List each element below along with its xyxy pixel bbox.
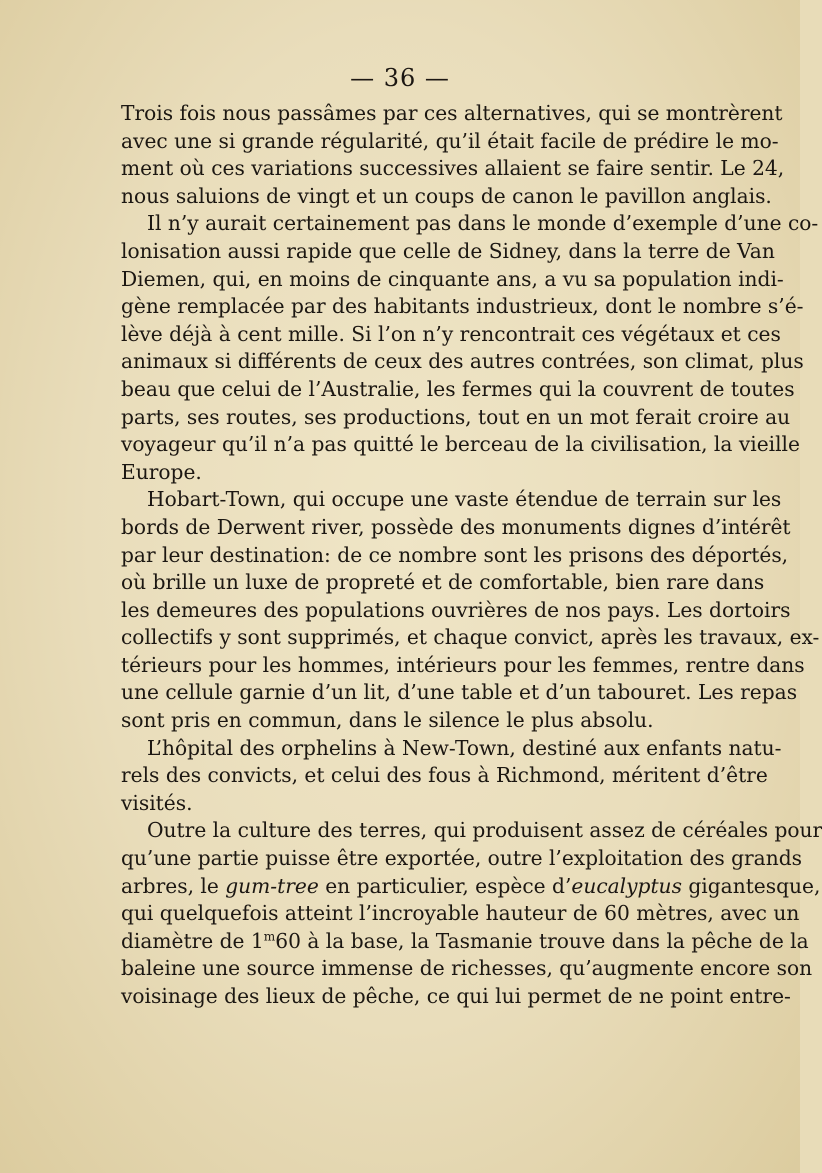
text-line: Diemen, qui, en moins de cinquante ans, a vu sa population indi-	[121, 266, 784, 291]
text-line: Outre la culture des terres, qui produisent assez de céréales pour	[147, 818, 822, 843]
text-line: Hobart-Town, qui occupe une vaste étendue de terrain sur les	[147, 487, 782, 512]
text-line: visités.	[121, 790, 193, 815]
text-line: lonisation aussi rapide que celle de Sidney, dans la terre de Van	[121, 238, 775, 263]
text-line: gène remplacée par des habitants industrieux, dont le nombre s’é-	[121, 294, 804, 319]
text-line: lève déjà à cent mille. Si l’on n’y rencontrait ces végétaux et ces	[121, 321, 781, 346]
text-line: ment où ces variations successives allaient se faire sentir. Le 24,	[121, 156, 785, 181]
text-line: où brille un luxe de propreté et de comfortable, bien rare dans	[121, 570, 765, 595]
page-number: — 36 —	[350, 64, 450, 92]
text-line: voyageur qu’il n’a pas quitté le berceau de la civilisation, la vieille	[121, 432, 800, 457]
text-line: avec une si grande régularité, qu’il était facile de prédire le mo-	[121, 128, 779, 153]
text-line: térieurs pour les hommes, intérieurs pour les femmes, rentre dans	[121, 652, 805, 677]
text-line	[121, 928, 809, 956]
text-line: beau que celui de l’Australie, les fermes qui la couvrent de toutes	[121, 376, 795, 401]
text-line	[121, 900, 800, 928]
italic-term: gum-tree	[225, 873, 319, 898]
text-line: Il n’y aurait certainement pas dans le monde d’exemple d’une co-	[147, 211, 819, 236]
text-line: sont pris en commun, dans le silence le plus absolu.	[121, 708, 654, 733]
body-text	[121, 100, 822, 1011]
text-line: collectifs y sont supprimés, et chaque convict, après les travaux, ex-	[121, 625, 820, 650]
text-line: L’hôpital des orphelins à New-Town, destiné aux enfants natu-	[147, 735, 782, 760]
text-line: animaux si différents de ceux des autres contrées, son climat, plus	[121, 349, 804, 374]
text-segment: gigantesque,	[681, 873, 821, 898]
text-line: voisinage des lieux de pêche, ce qui lui permet de ne point entre-	[121, 984, 791, 1008]
unit-superscript: m	[263, 929, 276, 944]
text-segment: 60 à la base, la Tasmanie trouve dans la pêche de la	[275, 928, 809, 953]
text-line	[121, 873, 821, 901]
text-segment: en particulier, espèce d’	[318, 873, 572, 898]
text-line: Europe.	[121, 459, 202, 484]
text-segment: qui quelquefois atteint l’incroyable hauteur de 60 mètres, avec un	[121, 901, 800, 926]
text-line: bords de Derwent river, possède des monuments dignes d’intérêt	[121, 514, 791, 539]
text-line: une cellule garnie d’un lit, d’une table et d’un tabouret. Les repas	[121, 680, 798, 705]
text-line: parts, ses routes, ses productions, tout en un mot ferait croire au	[121, 404, 791, 429]
text-line: les demeures des populations ouvrières de nos pays. Les dortoirs	[121, 597, 791, 622]
text-segment: diamètre de 1	[121, 928, 264, 953]
text-line: Trois fois nous passâmes par ces alternatives, qui se montrèrent	[121, 101, 783, 125]
text-line: nous saluions de vingt et un coups de canon le pavillon anglais.	[121, 183, 772, 208]
text-line: rels des convicts, et celui des fous à Richmond, méritent d’être	[121, 763, 768, 788]
text-segment: arbres, le	[121, 873, 226, 898]
text-line: qu’une partie puisse être exportée, outre l’exploitation des grands	[121, 846, 802, 871]
text-line: par leur destination: de ce nombre sont les prisons des déportés,	[121, 542, 789, 567]
text-line: baleine une source immense de richesses, qu’augmente encore son	[121, 956, 813, 981]
italic-term: eucalyptus	[571, 873, 682, 898]
